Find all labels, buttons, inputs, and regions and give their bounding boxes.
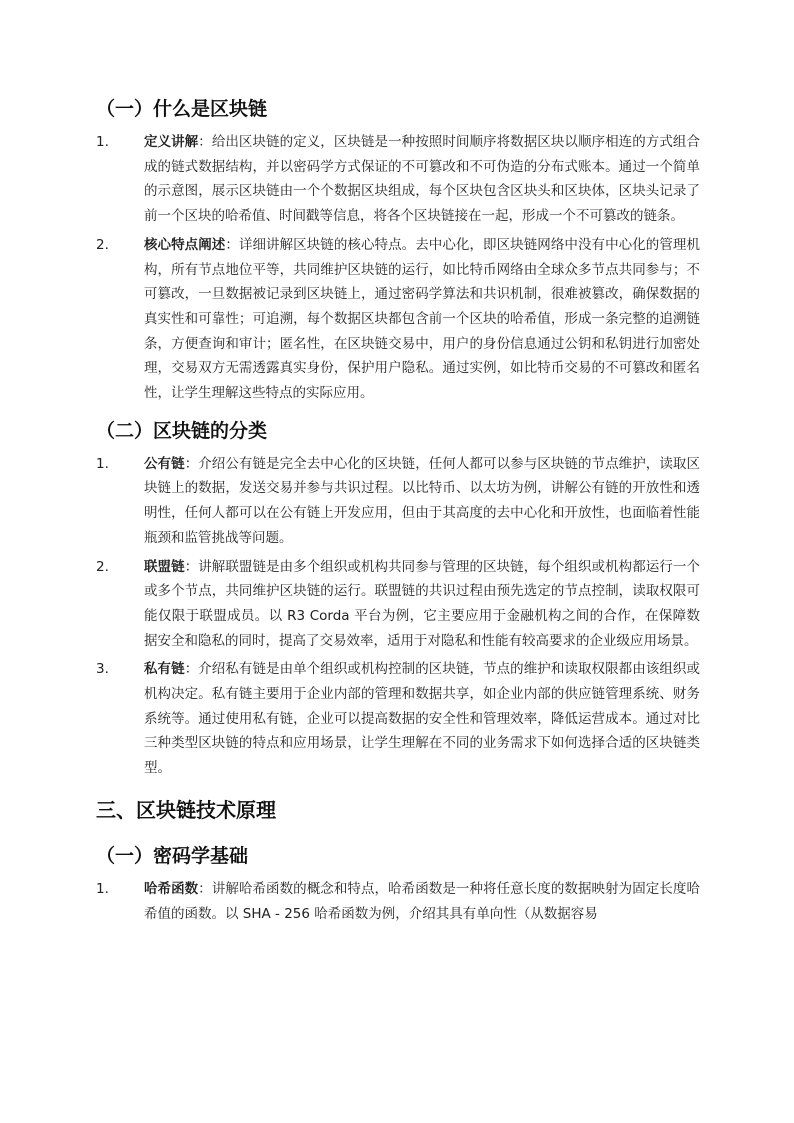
list-item-text — [144, 657, 700, 781]
list-item-text — [144, 452, 700, 551]
list-number: 1. — [96, 880, 109, 897]
list-item — [96, 130, 700, 229]
term-separator: ： — [198, 134, 212, 150]
item-term: 私有链 — [144, 661, 185, 678]
list-item-text — [144, 877, 700, 926]
document-content — [96, 88, 700, 930]
term-separator: ： — [184, 661, 199, 678]
item-term: 哈希函数 — [144, 880, 199, 897]
list-item — [96, 555, 700, 654]
section-heading-classification: （二）区块链的分类 — [96, 419, 268, 442]
term-separator: ： — [225, 236, 239, 253]
item-body: 介绍私有链是由单个组织或机构控制的区块链，节点的维护和读取权限都由该组织或机构决定。私有链主要用于企业内部的管理和数据共享，如企业内部的供应链管理系统、财务系统等。通过使用私有链，企业可以提高数据的安全性和管理效率，降低运营成本。通过对比三种类型区块链的特点和应用场景，让学生理解在不同的业务需求下如何选择合适的区块链类型。 — [144, 661, 700, 777]
section-heading-cryptography: （一）密码学基础 — [96, 844, 249, 867]
list-number: 2. — [96, 236, 109, 253]
list-number: 2. — [96, 558, 109, 575]
list-cryptography — [96, 877, 700, 926]
item-term: 公有链 — [144, 455, 185, 472]
list-item — [96, 233, 700, 406]
list-item — [96, 657, 700, 781]
term-separator: ： — [184, 558, 199, 575]
list-item-text — [144, 130, 700, 229]
term-separator: ： — [198, 880, 212, 897]
item-body: 给出区块链的定义，区块链是一种按照时间顺序将数据区块以顺序相连的方式组合成的链式数据结构，并以密码学方式保证的不可篡改和不可伪造的分布式账本。通过一个简单的示意图，展示区块链由一个个数据区块组成，每个区块包含区块头和区块体，区块头记录了前一个区块的哈希值、时间戳等信息，将各个区块链接在一起，形成一个不可篡改的链条。 — [144, 134, 700, 225]
chapter-heading-technical-principles: 三、区块链技术原理 — [96, 797, 276, 822]
list-item — [96, 877, 700, 926]
section-heading-what-is-blockchain: （一）什么是区块链 — [96, 98, 268, 120]
list-item — [96, 452, 700, 551]
list-number: 1. — [96, 455, 109, 472]
item-term: 联盟链 — [144, 558, 185, 575]
item-term: 定义讲解 — [144, 134, 199, 150]
list-number: 3. — [96, 661, 109, 678]
list-number: 1. — [96, 134, 109, 150]
item-body: 介绍公有链是完全去中心化的区块链，任何人都可以参与区块链的节点维护，读取区块链上的数据，发送交易并参与共识过程。以比特币、以太坊为例，讲解公有链的开放性和透明性，任何人都可以在公有链上开发应用，但由于其高度的去中心化和开放性，也面临着性能瓶颈和监管挑战等问题。 — [144, 455, 700, 546]
list-item-text — [144, 233, 700, 406]
list-classification — [96, 452, 700, 781]
item-body: 讲解哈希函数的概念和特点，哈希函数是一种将任意长度的数据映射为固定长度哈希值的函数。以 SHA - 256 哈希函数为例，介绍其具有单向性（从数据容易 — [144, 880, 700, 922]
item-body: 讲解联盟链是由多个组织或机构共同参与管理的区块链，每个组织或机构都运行一个或多个节点，共同维护区块链的运行。联盟链的共识过程由预先选定的节点控制，读取权限可能仅限于联盟成员。以 R3 Corda 平台为例，它主要应用于金融机构之间的合作，在保障数据安全和隐私的同时，提高了交易效率，适用于对隐私和性能有较高要求的企业级应用场景。 — [144, 558, 700, 649]
list-item-text — [144, 555, 700, 654]
item-body: 详细讲解区块链的核心特点。去中心化，即区块链网络中没有中心化的管理机构，所有节点地位平等，共同维护区块链的运行，如比特币网络由全球众多节点共同参与；不可篡改，一旦数据被记录到区块链上，通过密码学算法和共识机制，很难被篡改，确保数据的真实性和可靠性；可追溯，每个数据区块都包含前一个区块的哈希值，形成一条完整的追溯链条，方便查询和审计；匿名性，在区块链交易中，用户的身份信息通过公钥和私钥进行加密处理，交易双方无需透露真实身份，保护用户隐私。通过实例，如比特币交易的不可篡改和匿名性，让学生理解这些特点的实际应用。 — [144, 236, 700, 402]
term-separator: ： — [184, 455, 199, 472]
list-what-is-blockchain — [96, 130, 700, 406]
item-term: 核心特点阐述 — [144, 236, 226, 253]
